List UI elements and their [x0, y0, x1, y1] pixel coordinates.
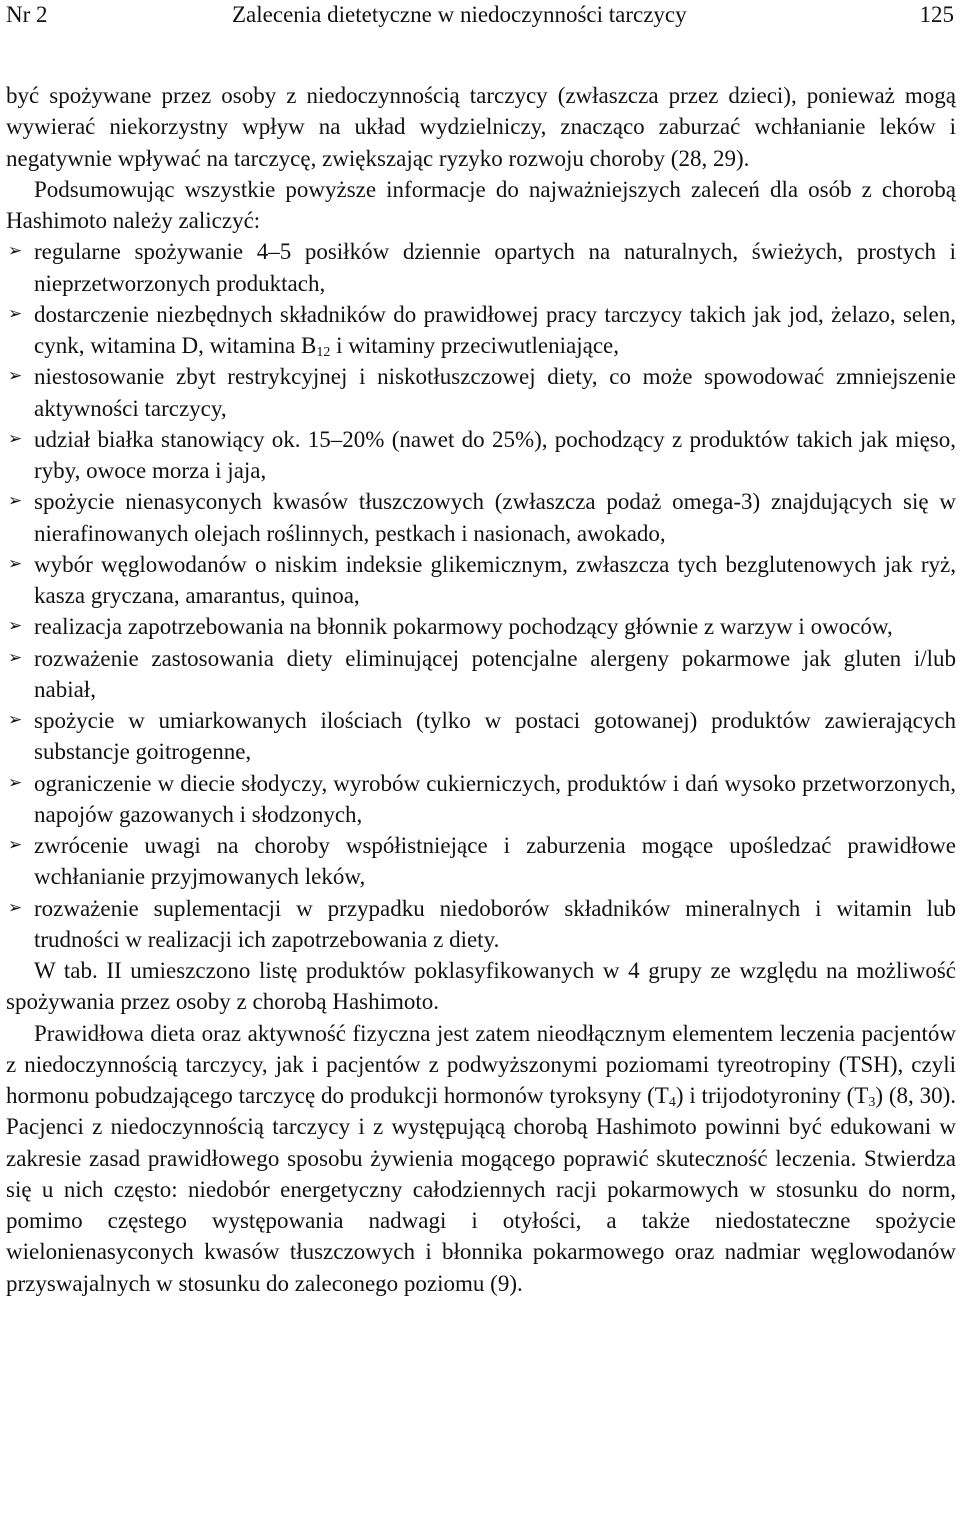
journal-number: Nr 2 — [6, 2, 48, 27]
arrow-right-icon: ➢ — [8, 616, 23, 637]
running-title: Zalecenia dietetyczne w niedoczynności tarczycy — [232, 2, 687, 27]
recommendations-list — [6, 236, 956, 955]
arrow-right-icon: ➢ — [8, 428, 23, 449]
arrow-right-icon: ➢ — [8, 491, 23, 512]
list-item — [6, 830, 956, 893]
list-item-text: regularne spożywanie 4–5 posiłków dziennie opartych na naturalnych, świeżych, prostych i nieprzetworzonych produktach, — [34, 239, 956, 296]
list-item-text: rozważenie suplementacji w przypadku niedoborów składników mineralnych i witamin lub trudności w realizacji ich zapotrzebowania z diety. — [34, 895, 956, 952]
list-item-text: zwrócenie uwagi na choroby współistniejące i zaburzenia mogące upośledzać prawidłowe wchłanianie przyjmowanych leków, — [34, 833, 956, 890]
list-item — [6, 893, 956, 956]
summary-paragraph: Podsumowując wszystkie powyższe informacje do najważniejszych zaleceń dla osób z chorobą Hashimoto należy zaliczyć: — [6, 176, 956, 233]
table-reference-paragraph: W tab. II umieszczono listę produktów poklasyfikowanych w 4 grupy ze względu na możliwość spożywania przez osoby z chorobą Hashimoto. — [6, 958, 956, 1015]
arrow-right-icon: ➢ — [8, 303, 23, 324]
list-item-text: wybór węglowodanów o niskim indeksie glikemicznym, zwłaszcza tych bezglutenowych jak ryż, kasza gryczana, amarantus, quinoa, — [34, 551, 956, 608]
list-item — [6, 361, 956, 424]
list-item-text: dostarczenie niezbędnych składników do prawidłowej pracy tarczycy takich jak jod, żelazo, selen, cynk, witamina D, witamina B — [34, 301, 956, 358]
list-item — [6, 643, 956, 706]
list-item-text: rozważenie zastosowania diety eliminującej potencjalne alergeny pokarmowe jak gluten i/lub nabiał, — [34, 645, 956, 702]
list-item — [6, 705, 956, 768]
page-number: 125 — [919, 2, 954, 27]
list-item-text: udział białka stanowiący ok. 15–20% (nawet do 25%), pochodzący z produktów takich jak mięso, ryby, owoce morza i jaja, — [34, 426, 956, 483]
subscript: 3 — [868, 1095, 876, 1110]
final-paragraph — [6, 1018, 956, 1299]
list-item-text: niestosowanie zbyt restrykcyjnej i niskotłuszczowej diety, co może spowodować zmniejszenie aktywności tarczycy, — [34, 364, 956, 421]
list-item — [6, 549, 956, 612]
list-item-text: ograniczenie w diecie słodyczy, wyrobów cukierniczych, produktów i dań wysoko przetworzonych, napojów gazowanych i słodzonych, — [34, 770, 956, 827]
arrow-right-icon: ➢ — [8, 366, 23, 387]
list-item — [6, 424, 956, 487]
arrow-right-icon: ➢ — [8, 647, 23, 668]
list-item — [6, 611, 956, 642]
list-item — [6, 299, 956, 362]
list-item — [6, 486, 956, 549]
list-item-text: spożycie w umiarkowanych ilościach (tylko w postaci gotowanej) produktów zawierających substancje goitrogenne, — [34, 708, 956, 765]
paragraph-text: ) (8, 30). Pacjenci z niedoczynnością tarczycy i z występującą chorobą Hashimoto powinni być edukowani w zakresie zasad prawidłowego sposobu żywienia mogącego poprawić skuteczność leczenia. Stwierdza się u nich często: niedobór energetyczny całodziennych racji pokarmowych w stosunku do norm, pomimo częstego występowania nadwagi i otyłości, a także niedostateczne spożycie wielonienasyconych kwasów tłuszczowych i błonnika pokarmowego oraz nadmiar węglowodanów przyswajalnych w stosunku do zaleconego poziomu (9). — [6, 1083, 956, 1296]
list-item-text: spożycie nienasyconych kwasów tłuszczowych (zwłaszcza podaż omega-3) znajdujących się w nierafinowanych olejach roślinnych, pestkach i nasionach, awokado, — [34, 489, 956, 546]
arrow-right-icon: ➢ — [8, 897, 23, 918]
arrow-right-icon: ➢ — [8, 772, 23, 793]
list-item-text: realizacja zapotrzebowania na błonnik pokarmowy pochodzący głównie z warzyw i owoców, — [34, 614, 893, 640]
arrow-right-icon: ➢ — [8, 710, 23, 730]
arrow-right-icon: ➢ — [8, 553, 23, 574]
subscript: 12 — [316, 345, 331, 360]
list-item — [6, 236, 956, 299]
page-header — [4, 0, 956, 30]
article-body — [6, 80, 956, 1299]
arrow-right-icon: ➢ — [8, 241, 23, 262]
list-item — [6, 768, 956, 831]
paragraph-text: Prawidłowa dieta oraz aktywność fizyczna jest zatem nieodłącznym elementem leczenia pacjentów z niedoczynnością tarczycy, jak i pacjentów z podwyższonymi poziomami tyreotropiny (TSH), czyli hormonu pobudzającego tarczycę do produkcji hormonów tyroksyny (T — [6, 1020, 956, 1108]
subscript: 4 — [668, 1095, 676, 1110]
arrow-right-icon: ➢ — [8, 835, 23, 855]
paragraph-text: ) i trijodotyroniny (T — [675, 1083, 869, 1108]
list-item-text: i witaminy przeciwutleniające, — [330, 333, 620, 358]
intro-paragraph: być spożywane przez osoby z niedoczynnością tarczycy (zwłaszcza przez dzieci), ponieważ mogą wywierać niekorzystny wpływ na układ wydzielniczy, znacząco zaburzać wchłanianie leków i negatywnie wpływać na tarczycę, zwiększając ryzyko rozwoju choroby (28, 29). — [6, 83, 956, 171]
